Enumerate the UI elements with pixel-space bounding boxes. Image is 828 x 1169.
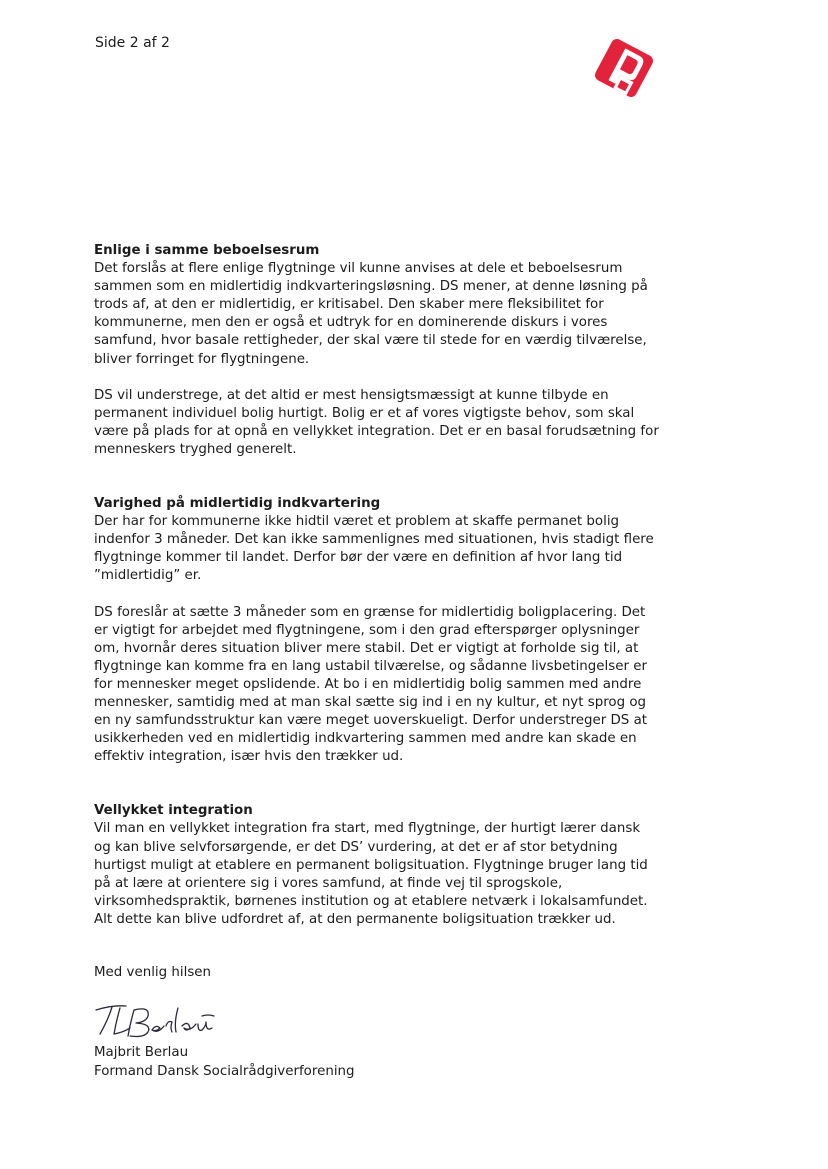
signer-block <box>94 1043 355 1081</box>
letter-body <box>94 242 694 929</box>
paragraph: DS vil understrege, at det altid er mest hensigtsmæssigt at kunne tilbyde en permanent individuel bolig hurtigt. Bolig er et af vores vigtigste behov, som skal være på plads for at opnå en vellykket integration. Det er en basal forudsætning for menneskers tryghed generelt. <box>94 387 659 457</box>
paragraph: Vil man en vellykket integration fra start, med flygtninge, der hurtigt lærer dansk og kan blive selvforsørgende, er det DS’ vurdering, at det er af stor betydning hurtigst muligt at etablere en permanent boligsituation. Flygtninge bruger lang tid på at lære at orientere sig i vores samfund, at finde vej til sprogskole, virksomhedspraktik, børnenes institution og at etablere netværk i lokalsamfundet. Alt dette kan blive udfordret af, at den permanente boligsituation trækker ud. <box>94 821 648 927</box>
section-heading: Enlige i samme beboelsesrum <box>94 243 320 258</box>
paragraph: Det forslås at flere enlige flygtninge vil kunne anvises at dele et beboelsesrum sammen som en midlertidig indkvarteringsløsning. DS mener, at denne løsning på trods af, at den er midlertidig, er kritisabel. Den skaber mere fleksibilitet for kommunerne, men den er også et udtryk for en dominerende diskurs i vores samfund, hvor basale rettigheder, der skal være til stede for en værdig tilværelse, bliver forringet for flygtningene. <box>94 261 648 367</box>
page-number: Side 2 af 2 <box>95 35 170 51</box>
signer-name: Majbrit Berlau <box>94 1045 189 1060</box>
section-heading: Vellykket integration <box>94 803 253 819</box>
paragraph: Der har for kommunerne ikke hidtil været et problem at skaffe permanet bolig indenfor 3 måneder. Det kan ikke sammenlignes med situationen, hvis stadigt flere flygtninge kommer til landet. Derfor bør der være en definition af hvor lang tid ”midlertidig” er. <box>94 514 654 584</box>
paragraph: DS foreslår at sætte 3 måneder som en grænse for midlertidig boligplacering. Det er vigtigt for arbejdet med flygtningene, som i den grad efterspørger oplysninger om, hvornår deres situation bliver mere stabil. Det er vigtigt at forholde sig til, at flygtninge kan komme fra en lang ustabil tilværelse, og sådanne livsbetingelser er for mennesker meget opslidende. At bo i en midlertidig bolig sammen med andre mennesker, samtidig med at man skal sætte sig ind i en ny kultur, et nyt sprog og en ny samfundsstruktur kan være meget uoverskueligt. Derfor understreger DS at usikkerheden ved en midlertidig indkvartering sammen med andre kan skade en effektiv integration, især hvis den trækker ud. <box>94 604 648 765</box>
ds-logo <box>592 36 656 100</box>
section-heading: Varighed på midlertidig indkvartering <box>94 496 381 512</box>
handwritten-signature <box>90 996 240 1042</box>
closing-greeting: Med venlig hilsen <box>94 965 212 980</box>
signer-title: Formand Dansk Socialrådgiverforening <box>94 1064 355 1079</box>
